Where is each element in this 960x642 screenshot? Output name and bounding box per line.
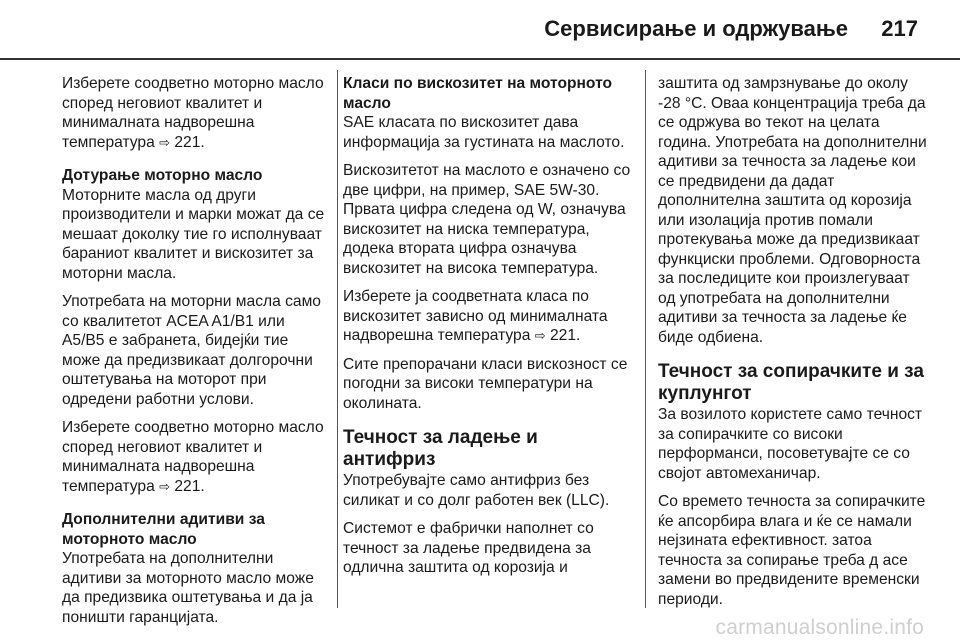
- paragraph: Моторните масла од други производители и марки можат да се мешаат доколку тие го исполнуваат бараниот квалитет и вискозитет за моторни масла.: [62, 186, 325, 282]
- paragraph: SAE класата по вискозитет дава информација за густината на маслото.: [343, 114, 625, 151]
- page-reference[interactable]: 221.: [550, 327, 581, 344]
- column-2: [343, 74, 631, 587]
- paragraph: Употребувајте само антифриз без силикат и со долг работен век (LLC).: [343, 472, 610, 509]
- section-heading-large: Течност за сопирачките и за куплунгот: [658, 361, 924, 404]
- reference-arrow-icon: ⇨: [159, 134, 171, 150]
- page-title: Сервисирање и одржување: [544, 16, 848, 41]
- paragraph: Со времето течноста за сопирачките ќе апсорбира влага и ќе се намали нејзината ефективност. затоа течноста за сопирање треба д асе замени во предвидените временски периоди.: [658, 493, 926, 608]
- section-heading: Дотурање моторно масло: [62, 167, 263, 184]
- reference-arrow-icon: ⇨: [159, 478, 171, 494]
- column-divider-1: [337, 70, 338, 608]
- paragraph: Изберете соодветно моторно масло според неговиот квалитет и минималната надворешна температура ⇨ 221.: [62, 419, 324, 495]
- page-reference[interactable]: 221.: [174, 477, 205, 495]
- paragraph: Вискозитетот на маслото е означено со две цифри, на пример, SAE 5W-30. Првата цифра следена од W, означува вискозитет на ниска температура, додека втората цифра означува вискозитет на висока температура.: [343, 162, 631, 277]
- section-heading-large: Течност за ладење и антифриз: [343, 427, 538, 470]
- paragraph: Употребата на моторни масла само со квалитетот ACEA A1/B1 или A5/B5 е забранета, бидејќи тие може да предизвикаат долгорочни оштетувања на моторот при одредени работни услови.: [62, 293, 321, 408]
- section-heading: Класи по вискозитет на моторното масло: [343, 75, 613, 112]
- page-header: [0, 0, 960, 58]
- paragraph: Сите препорачани класи вискозност се погодни за високи температури на околината.: [343, 355, 628, 412]
- reference-arrow-icon: ⇨: [534, 328, 546, 343]
- paragraph: Изберете ја соодветната класа по вискозитет зависно од минималната надворешна температура ⇨ 221.: [343, 288, 608, 344]
- column-1: [62, 74, 327, 636]
- paragraph: За возилото користете само течност за сопирачките со високи перформанси, посоветувајте се со својот автомеханичар.: [658, 406, 923, 482]
- header-divider: [0, 58, 960, 60]
- paragraph: Системот е фабрички наполнет со течност за ладење предвидена за одлична заштита од корозија и: [343, 520, 594, 576]
- watermark: carmanualsonline.info: [715, 616, 924, 639]
- page-reference[interactable]: 221.: [174, 133, 205, 151]
- paragraph: Употребата на дополнителни адитиви за моторното масло може да предизвика оштетувања и да ја поништи гаранцијата.: [62, 550, 314, 626]
- column-3: [658, 74, 930, 618]
- paragraph: заштита од замрзнување до околу -28 °C. Оваа концентрација треба да се одржува во текот на целата година. Употребата на дополнителни адитиви за течноста за ладење кои се предвидени да дадат дополнителна заштита од корозија или изолација против помали протекувања може да предизвикаат функциски проблеми. Одговорноста за последиците кои произлегуваат од употребата на дополнителни адитиви за течноста за ладење ќе биде одбиена.: [658, 75, 927, 346]
- column-divider-2: [645, 70, 646, 608]
- paragraph: Изберете соодветно моторно масло според неговиот квалитет и минималната надворешна температура ⇨ 221.: [62, 75, 324, 151]
- section-heading: Дополнителни адитиви за моторното масло: [62, 511, 265, 548]
- page-number: 217: [881, 16, 918, 41]
